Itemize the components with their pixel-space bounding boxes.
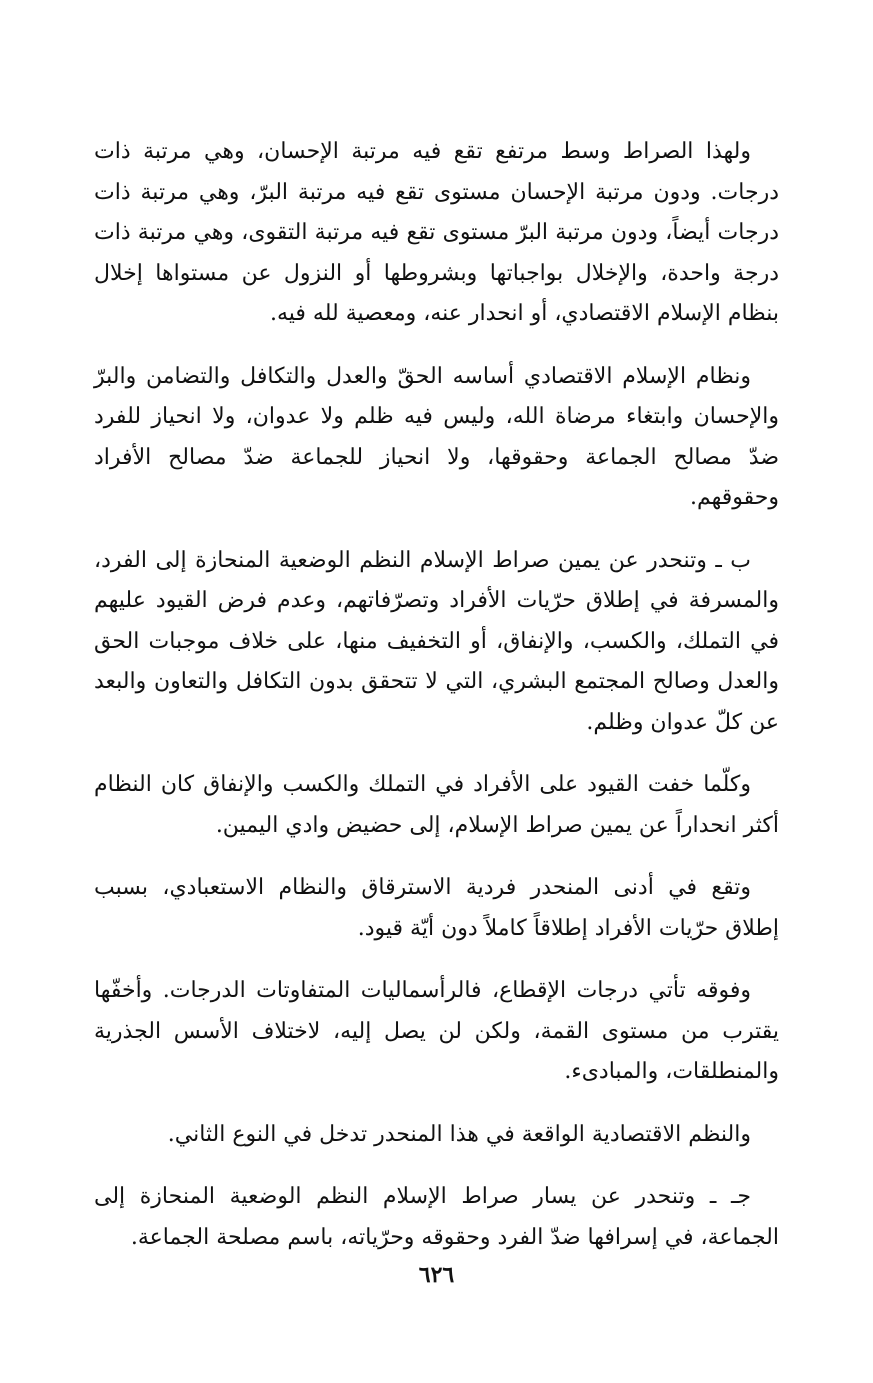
paragraph-collectivist-systems: جـ ـ وتنحدر عن يسار صراط الإسلام النظم الوضعية المنحازة إلى الجماعة، في إسرافها ضدّ الفرد وحقوقه وحرّياته، باسم مصلحة الجماعة. xyxy=(94,1184,779,1250)
paragraph-fewer-restrictions: وكلّما خفت القيود على الأفراد في التملك والكسب والإنفاق كان النظام أكثر انحداراً عن يمين صراط الإسلام، إلى حضيض وادي اليمين. xyxy=(94,772,779,838)
paragraph-individualist-systems: ب ـ وتنحدر عن يمين صراط الإسلام النظم الوضعية المنحازة إلى الفرد، والمسرفة في إطلاق حرّيات الأفراد وتصرّفاتهم، وعدم فرض القيود عليهم في التملك، والكسب، والإنفاق، أو التخفيف منها، على خلاف موجبات الحق والعدل وصالح المجتمع البشري، التي لا تتحقق بدون التكافل والتعاون والبعد عن كلّ عدوان وظلم. xyxy=(94,547,779,735)
paragraph-slavery-systems: وتقع في أدنى المنحدر فردية الاسترقاق والنظام الاستعبادي، بسبب إطلاق حرّيات الأفراد إطلاقاً كاملاً دون أيّة قيود. xyxy=(94,875,779,941)
paragraph-second-type: والنظم الاقتصادية الواقعة في هذا المنحدر تدخل في النوع الثاني. xyxy=(167,1121,751,1147)
paragraph-ihsan-levels: ولهذا الصراط وسط مرتفع تقع فيه مرتبة الإحسان، وهي مرتبة ذات درجات. ودون مرتبة الإحسان مستوى تقع فيه مرتبة البرّ، وهي مرتبة ذات درجات أيضاً، ودون مرتبة البرّ مستوى تقع فيه مرتبة التقوى، وهي مرتبة ذات درجة واحدة، والإخلال بواجباتها وبشروطها أو النزول عن مستواها إخلال بنظام الإسلام الاقتصادي، أو انحدار عنه، ومعصية لله فيه. xyxy=(94,139,779,326)
paragraph-feudalism-capitalism: وفوقه تأتي درجات الإقطاع، فالرأسماليات المتفاوتات الدرجات. وأخفّها يقترب من مستوى القمة، ولكن لن يصل إليه، لاختلاف الأسس الجذرية والمنطلقات، والمبادىء. xyxy=(94,978,779,1084)
paragraph-islamic-economic-system: ونظام الإسلام الاقتصادي أساسه الحقّ والعدل والتكافل والتضامن والبرّ والإحسان وابتغاء مرضاة الله، وليس فيه ظلم ولا عدوان، ولا انحياز للفرد ضدّ مصالح الجماعة وحقوقها، ولا انحياز للجماعة ضدّ مصالح الأفراد وحقوقهم. xyxy=(94,363,779,510)
page-number: ٦٢٦ xyxy=(418,1262,455,1288)
